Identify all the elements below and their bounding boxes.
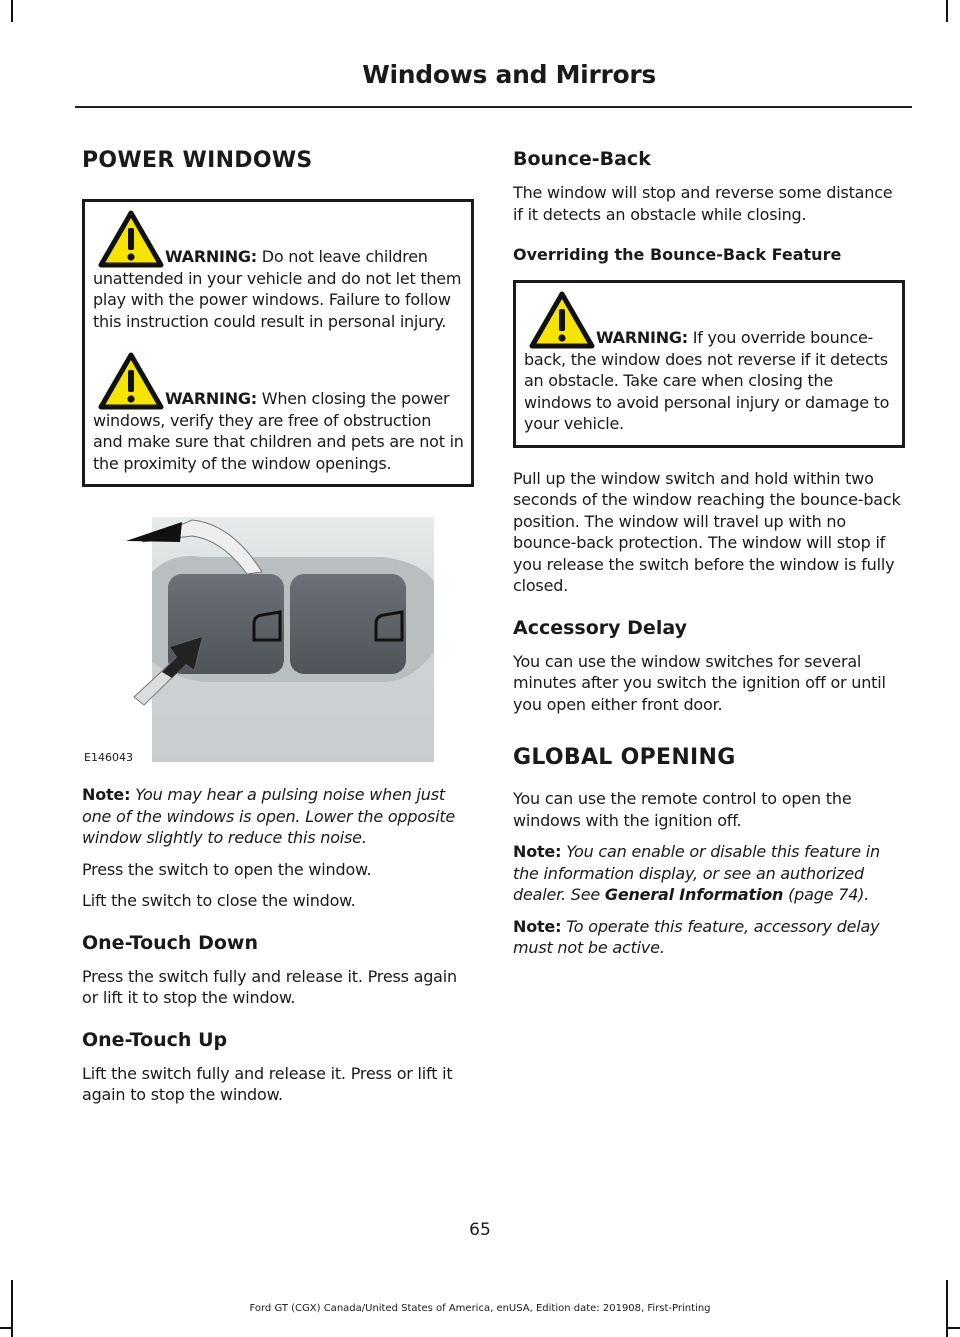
page-footer: Ford GT (CGX) Canada/United States of America, enUSA, Edition date: 201908, First-Printing	[249, 1303, 711, 1314]
para-bounce-back: The window will stop and reverse some distance if it detects an obstacle while closing.	[513, 183, 893, 224]
warning-body: When closing the power windows, verify they are free of obstruction and make sure that children and pets are not in the proximity of the window openings.	[93, 389, 464, 473]
warning-item	[524, 291, 896, 435]
warning-text	[524, 327, 896, 435]
page-header-title: Windows and Mirrors	[362, 60, 656, 89]
crop-mark	[946, 0, 948, 22]
warning-box	[513, 280, 905, 448]
right-column	[513, 140, 905, 959]
warning-text	[93, 246, 465, 332]
section-title-global-opening: GLOBAL OPENING	[513, 745, 736, 770]
general-information-link[interactable]: General Information	[604, 885, 784, 904]
note-text: To operate this feature, accessory delay must not be active.	[513, 916, 880, 957]
subheading-overriding-bounce-back: Overriding the Bounce-Back Feature	[513, 245, 842, 264]
warning-body: If you override bounce-back, the window does not reverse if it detects an obstacle. Take care when closing the windows to avoid personal injury or damage to your vehicle.	[524, 328, 890, 433]
note-pulsing-noise	[82, 784, 474, 849]
para-open-window: Press the switch to open the window.	[82, 859, 372, 879]
note-text: You can enable or disable this feature in the information display, or see an authorized dealer. See	[513, 842, 880, 904]
window-switch-illustration	[82, 512, 474, 772]
subheading-accessory-delay: Accessory Delay	[513, 616, 687, 639]
section-title-power-windows: POWER WINDOWS	[82, 148, 313, 173]
warning-label: WARNING:	[165, 389, 257, 408]
figure-code: E146043	[84, 751, 133, 764]
note-label: Note:	[513, 916, 562, 936]
warning-item	[93, 210, 465, 332]
subheading-bounce-back: Bounce-Back	[513, 148, 651, 170]
para-global-opening: You can use the remote control to open the windows with the ignition off.	[513, 789, 852, 830]
para-accessory-delay: You can use the window switches for several minutes after you switch the ignition off or until you open either front door.	[513, 651, 886, 714]
left-column	[82, 140, 474, 1106]
crop-mark	[11, 0, 13, 22]
note-label: Note:	[513, 842, 562, 861]
crop-mark	[0, 1327, 11, 1329]
warning-label: WARNING:	[165, 247, 257, 266]
subheading-one-touch-up: One-Touch Up	[82, 1028, 228, 1051]
header-divider	[75, 106, 912, 108]
note-label: Note:	[82, 785, 131, 804]
warning-body: Do not leave children unattended in your vehicle and do not let them play with the power windows. Failure to follow this instruction could result in personal injury.	[93, 247, 462, 331]
para-one-touch-up: Lift the switch fully and release it. Press or lift it again to stop the window.	[82, 1063, 453, 1104]
note-page-ref: (page 74).	[783, 885, 870, 904]
para-close-window: Lift the switch to close the window.	[82, 891, 356, 910]
warning-box	[82, 199, 474, 487]
para-override-bounce-back: Pull up the window switch and hold within two seconds of the window reaching the bounce-back position. The window will travel up with no bounce-back protection. The window will stop if you release the switch before the window is fully closed.	[513, 468, 901, 595]
para-one-touch-down: Press the switch fully and release it. Press again or lift it to stop the window.	[82, 966, 457, 1007]
note-enable-feature	[513, 841, 905, 906]
window-switch-icon	[82, 512, 474, 772]
note-accessory-delay	[513, 916, 905, 959]
subheading-one-touch-down: One-Touch Down	[82, 931, 258, 954]
page-number: 65	[469, 1220, 491, 1240]
note-text: You may hear a pulsing noise when just one of the windows is open. Lower the opposite window slightly to reduce this noise.	[82, 785, 456, 847]
warning-text	[93, 388, 465, 474]
warning-item	[93, 352, 465, 474]
warning-label: WARNING:	[596, 328, 688, 347]
crop-mark	[948, 1327, 960, 1329]
